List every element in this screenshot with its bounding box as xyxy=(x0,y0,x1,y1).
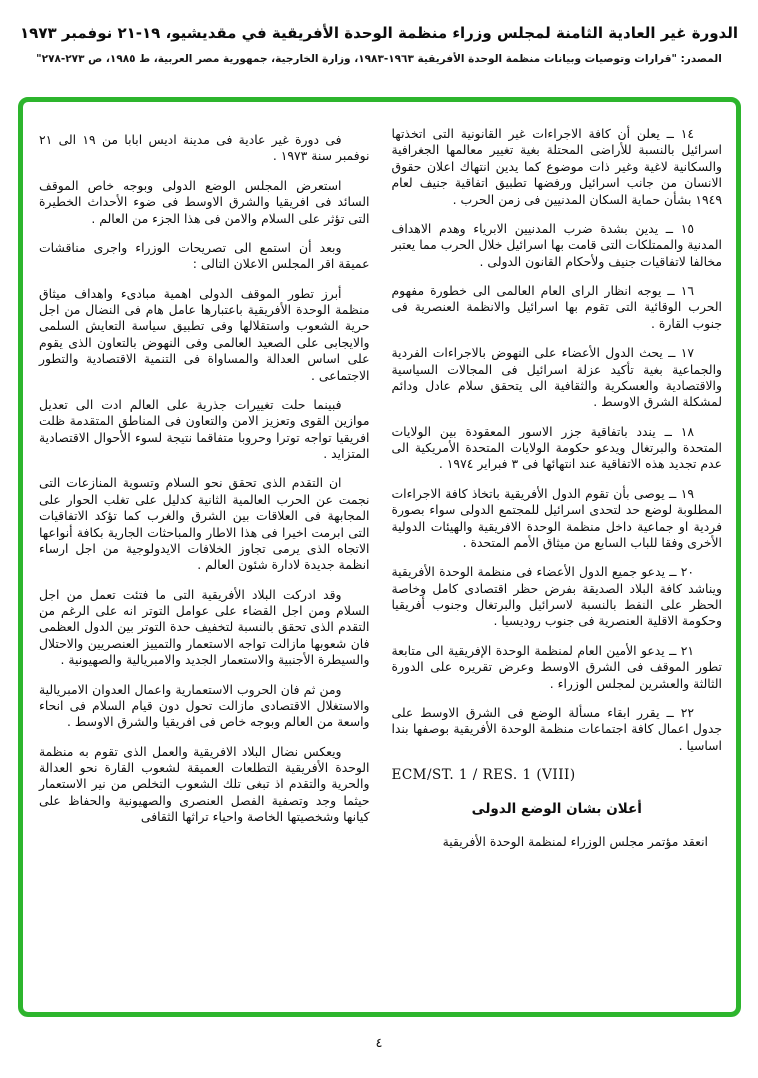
paragraph-peace-progress: ان التقدم الذى تحقق نحو السلام وتسوية المنازعات التى نجمت عن الحرب العالمية الثانية كدليل على تغلب الحوار على المجابهة فى العلاقات بين الشرق والغرب كما تؤكد الاتفاقيات التى ابرمت اخيرا فى هذا الاطار والمباحثات الجارية بكافة أنواعها الاتجاه الذى يرمى تجاوز الخلافات الايدولوجية من اجل ارساء انظمة جديدة لادارة شئون العالم . xyxy=(39,475,370,573)
paragraph-world-changes: فبينما حلت تغييرات جذرية على العالم ادت الى تعديل موازين القوى وتعزيز الامن والتعاون فى المناطق المتقدمة ظلت افريقيا تواجه توترا وحروبا متفاقما نتيجة لسوء الأحوال الاقتصادية المتزايد . xyxy=(39,396,370,461)
paragraph-declaration-intro: وبعد أن استمع الى تصريحات الوزراء واجرى مناقشات عميقة اقر المجلس الاعلان التالى : xyxy=(39,239,370,272)
resolution-item-14: ١٤ ــ يعلن أن كافة الاجراءات غير القانونية التى اتخذتها اسرائيل بالنسبة للأراضى المحتلة بغية تغيير معالمها الجغرافية والسكانية لاغية وغير ذات موضوع كما يدين انتهاك اعلان حقوق الانسان من جانب اسرائيل ورفضها تطبيق اتفاقية جنيف لعام ١٩٤٩ بشأن حماية السكان المدنيين فى زمن الحرب . xyxy=(391,126,722,207)
green-frame xyxy=(18,97,741,1017)
paragraph-charter-principles: أبرز تطور الموقف الدولى اهمية مبادىء واهداف ميثاق منظمة الوحدة الأفريقية باعتبارها عامل هام فى النضال من اجل حرية الشعوب واستقلالها وفى تطبيق سياسة التعايش السلمى والايجابى على الصعيد العالمى وفى النهوض بالتعاون الذى يقوم على اساس العدالة والمساواة فى التنمية الاقتصادية والتطور الاجتماعى . xyxy=(39,285,370,383)
paragraph-colonial-wars: ومن ثم فان الحروب الاستعمارية واعمال العدوان الامبريالية والاستغلال الاقتصادى مازالت تحول دون قيام السلام فى انحاء واسعة من العالم وبوجه خاص فى افريقيا والشرق الاوسط . xyxy=(39,681,370,730)
document-header xyxy=(0,0,758,65)
paragraph-session-dates: فى دورة غير عادية فى مدينة اديس ابابا من ١٩ الى ٢١ نوفمبر سنة ١٩٧٣ . xyxy=(39,132,370,164)
resolution-item-17: ١٧ ــ يحث الدول الأعضاء على النهوض بالاجراءات الفردية والجماعية بغية تأكيد عزلة اسرائيل فى المجالات السياسية والاقتصادية والعسكرية والثقافية الى يتحقق سلام عادل ودائم لمشكلة الشرق الاوسط . xyxy=(391,345,722,410)
column-left xyxy=(39,126,370,998)
section-opening-line: انعقد مؤتمر مجلس الوزراء لمنظمة الوحدة الأفريقية xyxy=(442,833,708,849)
resolution-item-16: ١٦ ــ يوجه انظار الراى العام العالمى الى خطورة مفهوم الحرب الوقائية التى تقوم بها اسرائيل والانظمة العنصرية فى جنوب القارة . xyxy=(391,283,722,331)
document-title: الدورة غير العادية الثامنة لمجلس وزراء منظمة الوحدة الأفريقية في مقديشيو، ١٩-٢١ نوفمبر ١٩٧٣ xyxy=(20,24,738,42)
paragraph-african-awareness: وقد ادركت البلاد الأفريقية التى ما فتئت تعمل من اجل السلام ومن اجل القضاء على عوامل التوتر انه على الرغم من التقدم الذى تحقق بالنسبة لتخفيف حدة التوتر بين الدول العظمى فان شعوبها مازالت تواجه الاستعمار والتمييز العنصريين والاحتلال والسيطرة الأجنبية والاستعمار الجديد والامبريالية والصهيونية . xyxy=(39,586,370,668)
resolution-item-22: ٢٢ ــ يقرر ابقاء مسألة الوضع فى الشرق الاوسط على جدول اعمال كافة اجتماعات منظمة الوحدة الأفريقية بوصفها بندا اساسيا . xyxy=(391,704,722,753)
paragraph-review: استعرض المجلس الوضع الدولى وبوجه خاص الموقف السائد فى افريقيا والشرق الاوسط فى ضوء الأحداث الخطيرة التى تؤثر على السلام والامن فى هذا الجزء من العالم . xyxy=(39,177,370,226)
section-heading: أعلان بشان الوضع الدولى xyxy=(471,800,642,817)
resolution-reference-code: ECM/ST. 1 / RES. 1 (VIII) xyxy=(391,767,576,783)
resolution-item-15: ١٥ ــ يدين بشدة ضرب المدنيين الابرياء وهدم الاهداف المدنية والممتلكات التى قامت بها اسرائيل خلال الحرب مما يعتبر مخالفا لاتفاقيات جنيف ولأحكام القانون الدولى . xyxy=(391,220,722,269)
resolution-item-20: ٢٠ ــ يدعو جميع الدول الأعضاء فى منظمة الوحدة الأفريقية ويناشد كافة البلاد الصديقة بفرض حظر اقتصادى كامل وخاصة الحظر على النفط بالنسبة لاسرائيل والبرتغال وجنوب أفريقيا وحكومة الاقلية العنصرية فى جنوب روديسيا . xyxy=(391,564,722,629)
two-column-text xyxy=(23,102,736,1012)
resolution-item-19: ١٩ ــ يوصى بأن تقوم الدول الأفريقية باتخاذ كافة الاجراءات المطلوبة لوضع حد لتحدى اسرائيل للمجتمع الدولى سواء بصورة فردية او جماعية داخل منظمة الوحدة الافريقية والهيئات الدولية الأخرى وفقا للباب السابع من ميثاق الأمم المتحدة . xyxy=(391,485,722,550)
resolution-item-21: ٢١ ــ يدعو الأمين العام لمنظمة الوحدة الإفريقية الى متابعة تطور الموقف فى الشرق الاوسط وعرض تقريره على الدورة الثالثة والعشرين لمجلس الوزراء . xyxy=(391,642,722,691)
resolution-item-18: ١٨ ــ يندد باتفاقية جزر الاسور المعقودة بين الولايات المتحدة والبرتغال ويدعو حكومة الولايات المتحدة الأمريكية الى عدم تجديد هذه الاتفاقية عند انتهائها فى ٣ فبراير ١٩٧٤ . xyxy=(391,423,722,472)
paragraph-african-struggle: ويعكس نضال البلاد الافريقية والعمل الذى تقوم به منظمة الوحدة الأفريقية التطلعات العميقة لشعوب القارة نحو العدالة والحرية والتقدم اذ تبغى تلك الشعوب التخلص من نير الاستعمار حيثما وجد وتصفية الفصل العنصرى والصهيونية والحفاظ على كيانها وشخصيتها الخاصة واحياء تراثها الثقافى xyxy=(39,743,370,825)
document-source-line: المصدر: "قرارات وتوصيات وبيانات منظمة الوحدة الأفريقية ١٩٦٣-١٩٨٣، وزارة الخارجية، جمهورية مصر العربية، ط ١٩٨٥، ص ٢٧٣-٢٧٨" xyxy=(36,53,722,65)
page-number: ٤ xyxy=(375,1036,383,1051)
column-right xyxy=(392,126,723,998)
